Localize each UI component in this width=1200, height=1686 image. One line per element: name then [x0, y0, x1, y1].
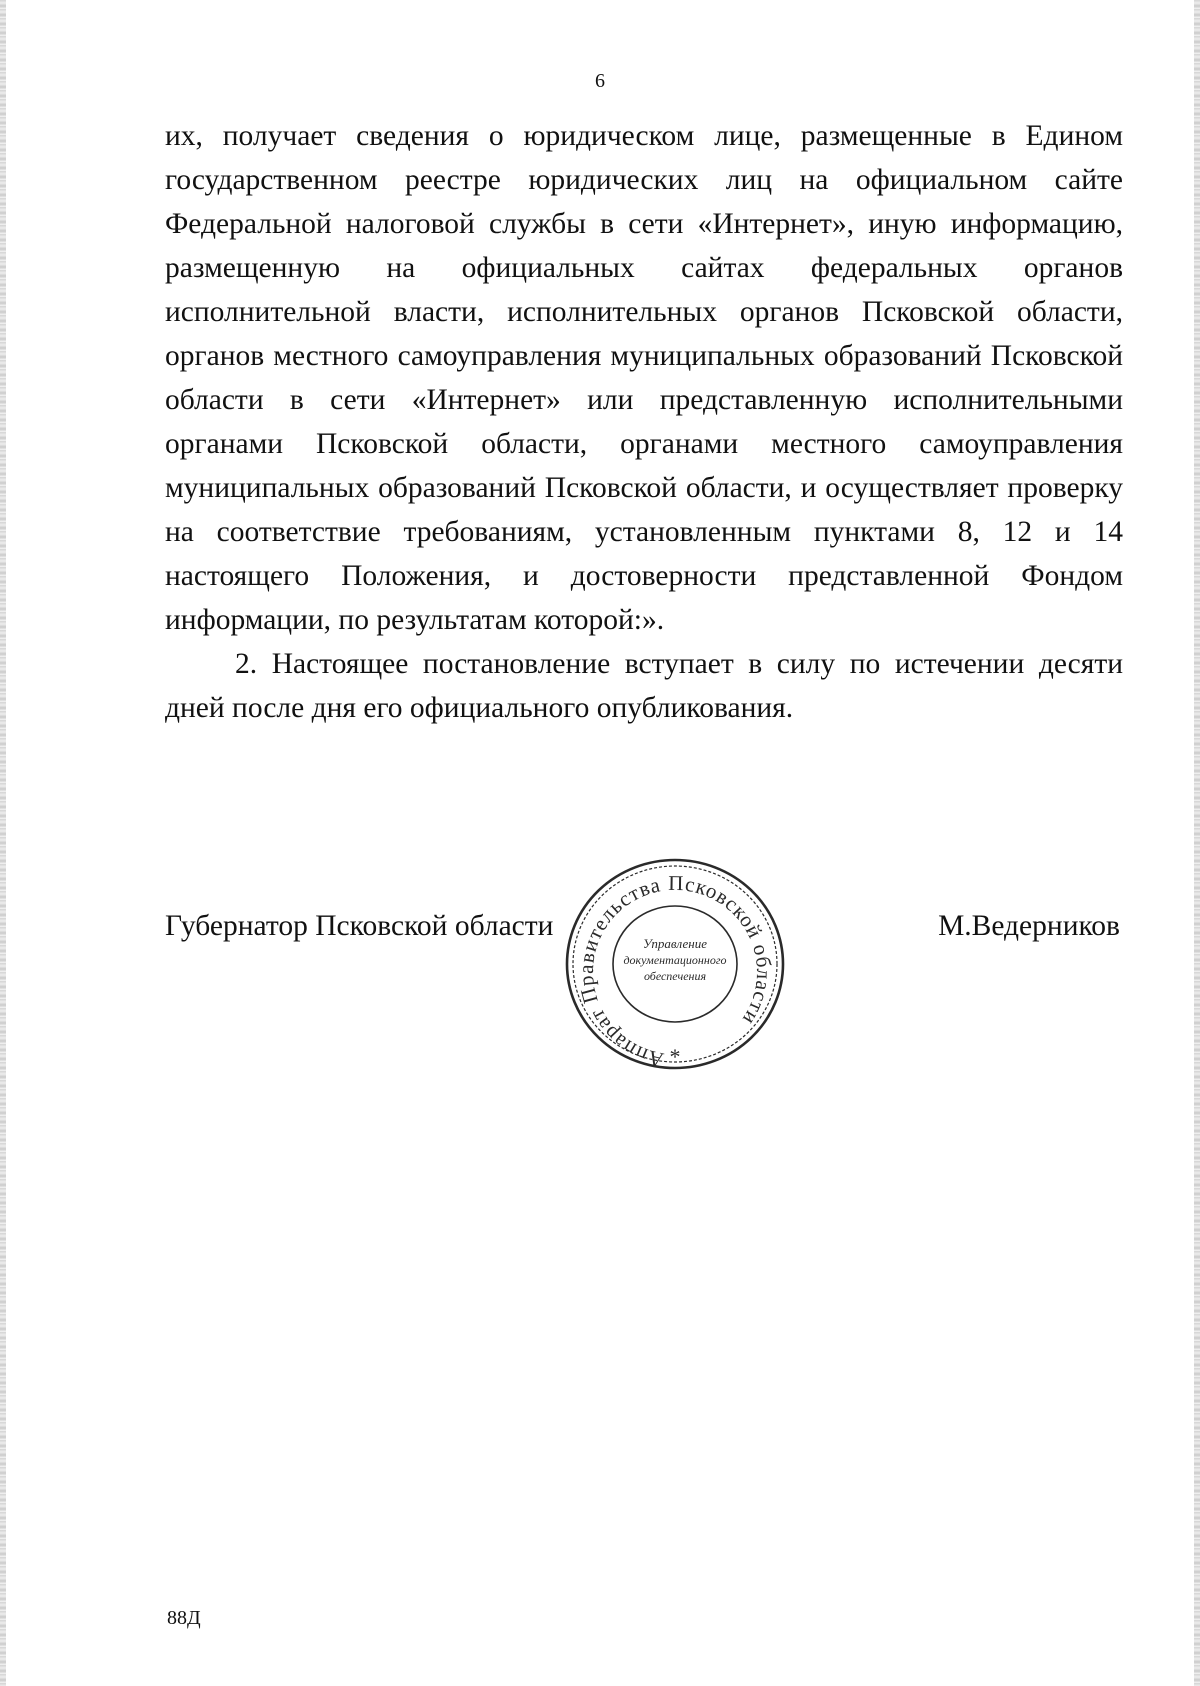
seal-inner-line-2: документационного [623, 953, 727, 967]
official-seal [560, 855, 790, 1073]
seal-inner-line-1: Управление [642, 936, 708, 951]
signatory-position: Губернатор Псковской области [165, 910, 554, 942]
footer-document-code: 88Д [167, 1607, 201, 1629]
paragraph-continued: их, получает сведения о юридическом лице, размещенные в Едином государственном реестре юридических лиц на официальном сайте Федеральной налоговой службы в сети «Интернет», иную информацию, размещенную на официальных сайтах федеральных органов исполнительной власти, исполнительных органов Псковской области, органов местного самоуправления муниципальных образований Псковской области в сети «Интернет» или представленную исполнительными органами Псковской области, органами местного самоуправления муниципальных образований Псковской области, и осуществляет проверку на соответствие требованиям, установленным пунктами 8, 12 и 14 настоящего Положения, и достоверности представленной Фондом информации, по результатам которой:». [165, 120, 1123, 636]
signatory-name: М.Ведерников [938, 910, 1120, 942]
scan-edge-left [0, 0, 6, 1686]
seal-inner-line-3: обеспечения [643, 969, 707, 983]
paragraph-effective-date: 2. Настоящее постановление вступает в силу по истечении десяти дней после дня его официального опубликования. [165, 648, 1123, 724]
document-body [165, 114, 1123, 730]
seal-star: * [669, 1044, 681, 1069]
page-number: 6 [595, 70, 605, 92]
scan-edge-right [1194, 0, 1200, 1686]
seal-outer-text: Аппарат Правительства Псковской области [573, 870, 777, 1073]
